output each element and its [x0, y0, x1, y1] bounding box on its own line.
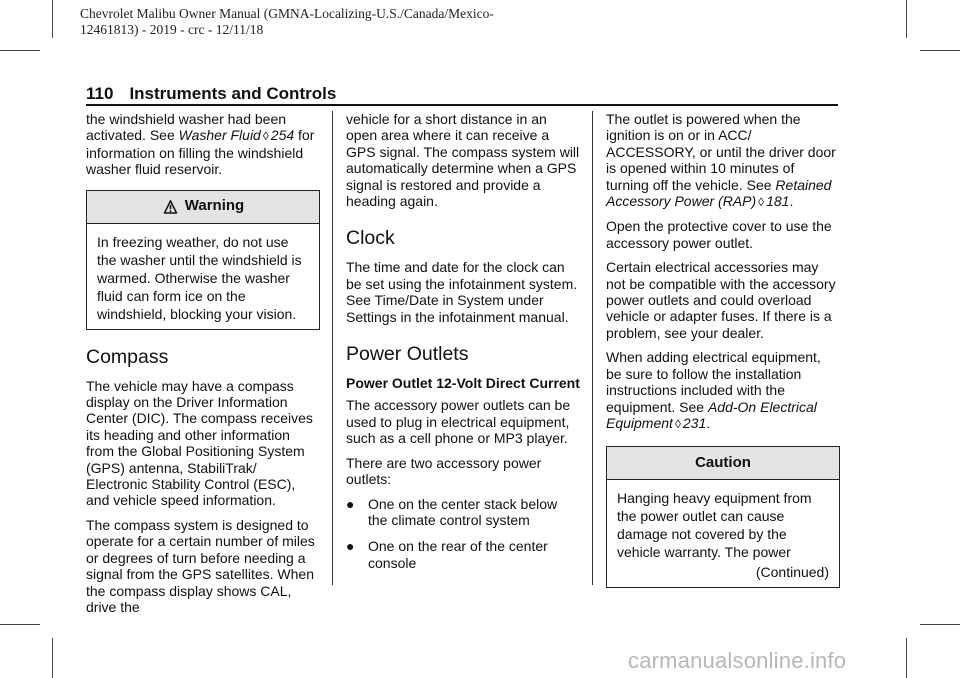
clock-heading: Clock: [346, 227, 395, 250]
compass-paragraph-2: The compass system is designed to operate for a certain number of miles or degrees of turn before needing a signal from the GPS satellites. When the compass display shows CAL, drive the: [86, 516, 315, 615]
intro-text: the windshield washer had been activated. See: [86, 111, 287, 144]
header-rule: [86, 104, 838, 106]
compatibility-paragraph: Certain electrical accessories may not be compatible with the accessory power outlets and could overload vehicle or adapter fuses. If there is a problem, see your dealer.: [606, 259, 836, 341]
crop-mark: [906, 0, 907, 38]
period: .: [706, 414, 711, 431]
washer-fluid-page[interactable]: 254: [270, 127, 295, 144]
column-divider: [332, 111, 333, 585]
list-item: [346, 496, 580, 529]
crop-mark: [920, 50, 960, 51]
warning-box: [86, 190, 320, 330]
caution-line: the power outlet can cause: [617, 508, 785, 525]
crop-mark: [0, 624, 40, 625]
crop-mark: [52, 0, 53, 38]
column-divider: [592, 111, 593, 585]
clock-paragraph: The time and date for the clock can be set using the infotainment system. See Time/Date in System under Settings in the infotainment manual.: [346, 259, 578, 325]
warning-line: the washer until the windshield is: [97, 251, 302, 268]
power-paragraph-2: There are two accessory power outlets:: [346, 454, 542, 488]
warning-icon: [162, 199, 179, 215]
intro-paragraph: [86, 111, 320, 178]
outlet-list: [346, 496, 580, 572]
rap-link[interactable]: Retained Accessory Power (RAP): [606, 176, 832, 210]
caution-line: damage not covered by the: [617, 526, 787, 543]
list-item: [346, 538, 580, 571]
compass-paragraph-1: The vehicle may have a compass display on the Driver Information Center (DIC). The compass receives its heading and other information from the Global Positioning System (GPS) antenna, StabiliTrak/ Electronic Stability Control (ESC), and vehicle speed information.: [86, 377, 313, 509]
crop-mark: [920, 624, 960, 625]
washer-fluid-link[interactable]: Washer Fluid: [178, 127, 261, 144]
list-item-text: One on the center stack below the climate control system: [368, 495, 558, 528]
caution-box: [606, 446, 840, 588]
power-outlet-subheading: Power Outlet 12-Volt Direct Current: [346, 375, 580, 392]
adding-equipment-paragraph: [606, 349, 840, 432]
column-3: [606, 111, 840, 588]
compass-continued-paragraph: vehicle for a short distance in an open area where it can receive a GPS signal. The compass system will automatically determine when a GPS signal is restored and provide a heading again.: [346, 111, 580, 210]
warning-line: In freezing weather, do not use: [97, 233, 289, 250]
crop-mark: [906, 638, 907, 678]
bullet-icon: ●: [346, 538, 355, 555]
warning-title: Warning: [184, 197, 245, 215]
crop-mark: [52, 638, 53, 678]
warning-line: warmed. Otherwise the washer: [97, 269, 290, 286]
caution-body: [607, 480, 839, 587]
page-ref-icon: ◊: [758, 195, 765, 210]
rap-page[interactable]: 181: [766, 193, 790, 210]
warning-body: [87, 224, 319, 329]
caution-line: Hanging heavy equipment from: [617, 490, 812, 507]
warning-header: [87, 191, 319, 224]
power-paragraph-1: The accessory power outlets can be used to plug in electrical equipment, such as a cell phone or MP3 player.: [346, 397, 571, 447]
column-2: [346, 111, 580, 581]
caution-header: [607, 447, 839, 480]
caution-line: vehicle warranty. The power: [617, 544, 791, 561]
continued-label: (Continued): [755, 564, 829, 581]
list-item-text: One on the rear of the center console: [368, 538, 548, 571]
page-header: [86, 84, 838, 104]
cover-paragraph: Open the protective cover to use the accessory power outlet.: [606, 218, 832, 251]
paragraph-text: When adding electrical equipment, be sure to follow the installation instructions included with the equipment. See: [606, 349, 821, 415]
running-head-line2: 12461813) - 2019 - crc - 12/11/18: [80, 22, 264, 37]
bullet-icon: ●: [346, 495, 355, 512]
page-section-title: Instruments and Controls: [129, 84, 337, 103]
period: .: [789, 193, 794, 210]
compass-heading: Compass: [86, 345, 169, 368]
intro-text-2: for information on filling the windshield washer fluid reservoir.: [86, 127, 315, 178]
power-outlets-heading: Power Outlets: [346, 343, 469, 366]
crop-mark: [0, 50, 40, 51]
watermark: carmanualsonline.info: [628, 648, 847, 673]
page-number: 110: [86, 84, 114, 103]
caution-title: Caution: [695, 454, 751, 472]
page-ref-icon: ◊: [262, 129, 269, 144]
running-head: [80, 6, 494, 38]
warning-line: fluid can form ice on the: [97, 287, 246, 304]
page-ref-icon: ◊: [674, 416, 681, 431]
running-head-line1: Chevrolet Malibu Owner Manual (GMNA-Localizing-U.S./Canada/Mexico-: [80, 6, 494, 21]
add-on-equipment-link[interactable]: Add-On Electrical Equipment: [606, 398, 817, 431]
add-on-equipment-page[interactable]: 231: [682, 414, 707, 431]
paragraph-text: The outlet is powered when the ignition is on or in ACC/ ACCESSORY, or until the driver door is opened within 10 minutes of turning off the vehicle. See: [606, 111, 836, 193]
outlet-power-paragraph: [606, 111, 840, 210]
warning-line: windshield, blocking your vision.: [97, 305, 297, 322]
column-1: [86, 111, 320, 623]
